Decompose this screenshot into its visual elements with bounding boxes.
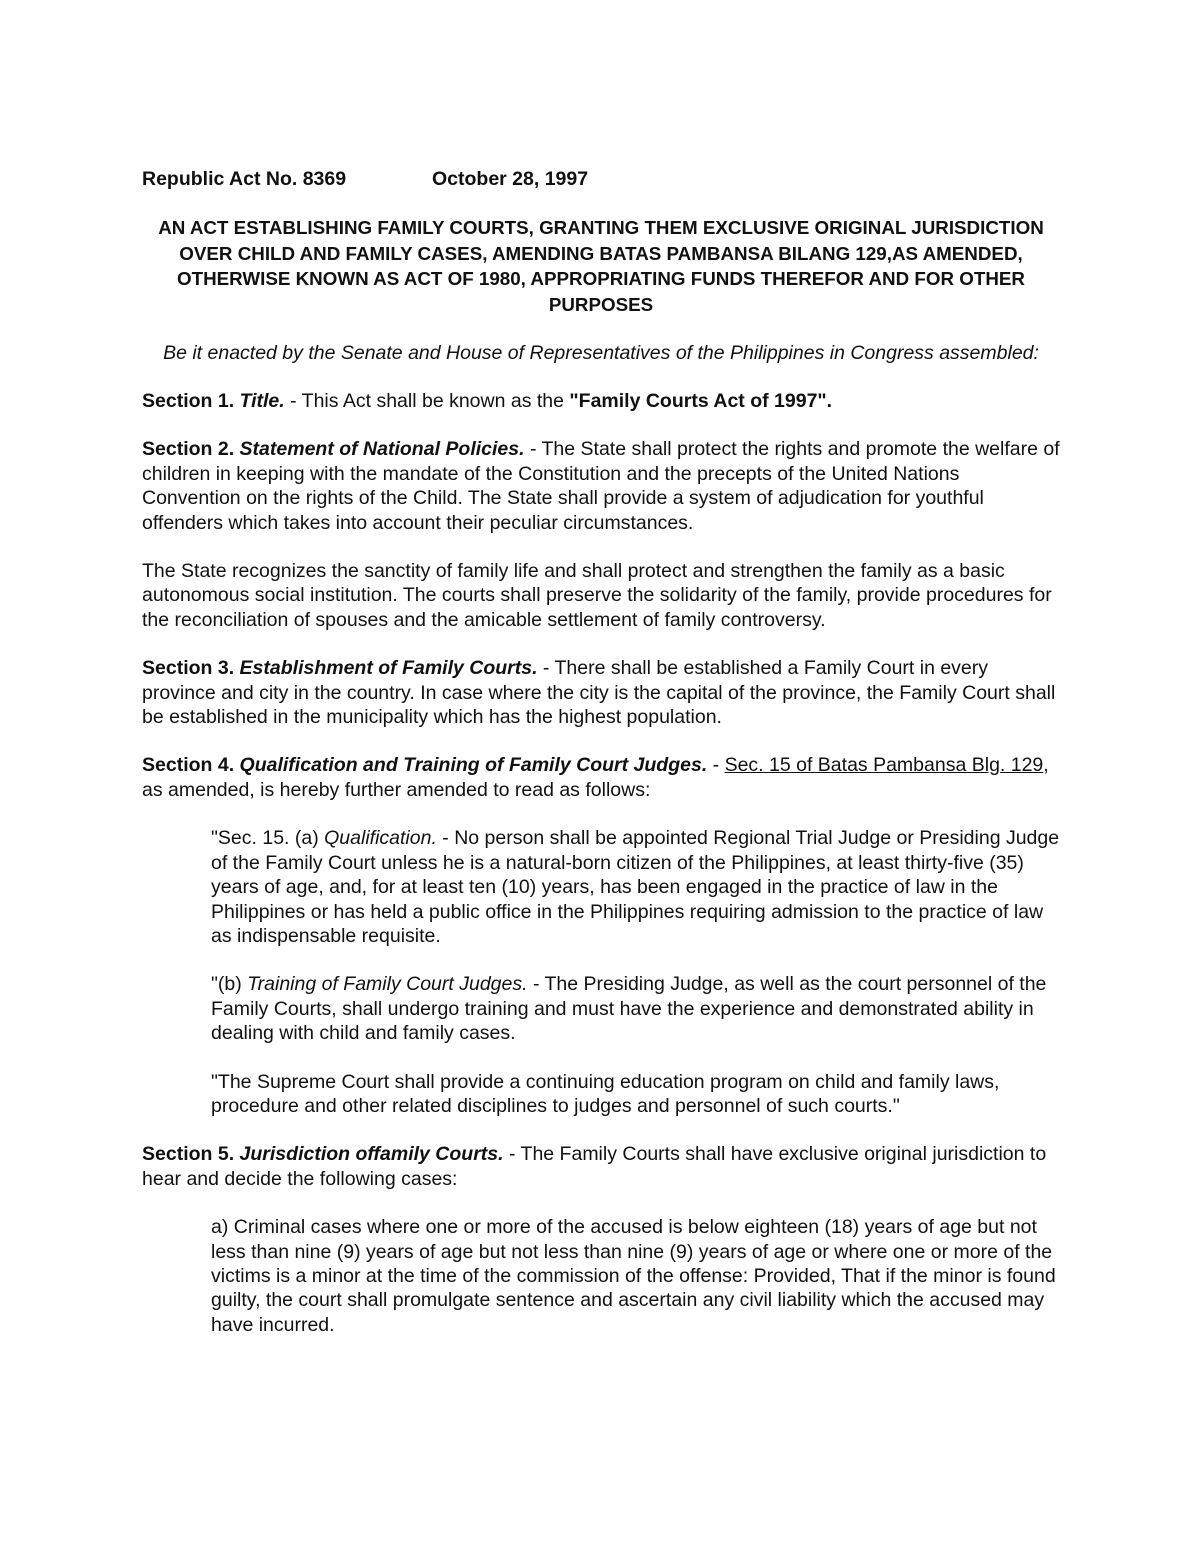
act-title: AN ACT ESTABLISHING FAMILY COURTS, GRANTING THEM EXCLUSIVE ORIGINAL JURISDICTION OVER CHILD AND FAMILY CASES, AMENDING BATAS PAMBANSA BILANG 129,AS AMENDED, OTHERWISE KNOWN AS ACT OF 1980, APPROPRIATING FUNDS THEREFOR AND FOR OTHER PURPOSES: [158, 217, 1044, 315]
section-4-quote-a: [211, 826, 1060, 948]
section-3-text: - There shall be established a Family Court in every province and city in the country. In case where the city is the capital of the province, the Family Court shall be established in the municipality which has the highest population.: [142, 657, 1056, 729]
section-4-quote-b: [211, 972, 1060, 1045]
section-5-item-a: a) Criminal cases where one or more of the accused is below eighteen (18) years of age but not less than nine (9) years of age but not less than nine (9) years of age or where one or more of the victims is a minor at the time of the commission of the offense: Provided, That if the minor is found guilty, the court shall promulgate sentence and ascertain any civil liability which the accused may have incurred.: [211, 1216, 1056, 1336]
section-4-quote-c: "The Supreme Court shall provide a continuing education program on child and family laws, procedure and other related disciplines to judges and personnel of such courts.": [211, 1070, 1000, 1117]
batas-pambansa-link[interactable]: Sec. 15 of Batas Pambansa Blg. 129: [724, 754, 1044, 777]
enacting-clause: Be it enacted by the Senate and House of Representatives of the Philippines in Congress assembled:: [163, 342, 1039, 364]
section-4-text: , as amended, is hereby further amended to read as follows:: [142, 754, 1049, 801]
section-1-text: - This Act shall be known as the: [284, 390, 570, 412]
section-5: [142, 1142, 1060, 1191]
quote-a-prefix: "Sec. 15. (a): [211, 827, 325, 850]
section-2-title: Statement of National Policies.: [239, 438, 525, 461]
act-date: October 28, 1997: [432, 168, 589, 190]
section-3: [142, 656, 1060, 729]
section-4: [142, 753, 1060, 802]
section-2-paragraph-2: The State recognizes the sanctity of family life and shall protect and strengthen the family as a basic autonomous social institution. The courts shall preserve the solidarity of the family, provide procedures for the reconciliation of spouses and the amicable settlement of family controversy.: [142, 560, 1052, 631]
section-5-text: - The Family Courts shall have exclusive original jurisdiction to hear and decide the following cases:: [142, 1143, 1047, 1190]
quote-a-title: Qualification.: [324, 827, 437, 850]
section-5-label: Section 5.: [142, 1143, 235, 1166]
quote-b-prefix: "(b): [211, 973, 248, 996]
section-1: [142, 389, 1060, 413]
act-number: Republic Act No. 8369: [142, 168, 347, 190]
section-4-label: Section 4.: [142, 754, 235, 777]
section-5-title: Jurisdiction offamily Courts.: [239, 1143, 504, 1166]
quote-a-text: - No person shall be appointed Regional Trial Judge or Presiding Judge of the Family Court unless he is a natural-born citizen of the Philippines, at least thirty-five (35) years of age, and, for at least ten (10) years, has been engaged in the practice of law in the Philippines or has held a public office in the Philippines requiring admission to the practice of law as indispensable requisite.: [211, 827, 1060, 947]
quote-b-title: Training of Family Court Judges.: [247, 973, 528, 996]
section-2: [142, 437, 1060, 535]
section-3-label: Section 3.: [142, 657, 235, 680]
document-page: [142, 167, 1060, 1337]
section-4-dash: -: [707, 754, 725, 777]
quote-b-text: - The Presiding Judge, as well as the court personnel of the Family Courts, shall undergo training and must have the experience and demonstrated ability in dealing with child and family cases.: [211, 973, 1047, 1045]
section-2-text: - The State shall protect the rights and promote the welfare of children in keeping with the mandate of the Constitution and the precepts of the United Nations Convention on the rights of the Child. The State shall provide a system of adjudication for youthful offenders which takes into account their peculiar circumstances.: [142, 438, 1060, 534]
section-1-label: Section 1.: [142, 390, 235, 412]
section-2-label: Section 2.: [142, 438, 235, 461]
document-header: [142, 167, 1060, 193]
section-1-short-title: "Family Courts Act of 1997".: [569, 390, 833, 412]
section-1-title: Title.: [239, 390, 285, 412]
section-4-title: Qualification and Training of Family Court Judges.: [239, 754, 708, 777]
section-3-title: Establishment of Family Courts.: [239, 657, 538, 680]
